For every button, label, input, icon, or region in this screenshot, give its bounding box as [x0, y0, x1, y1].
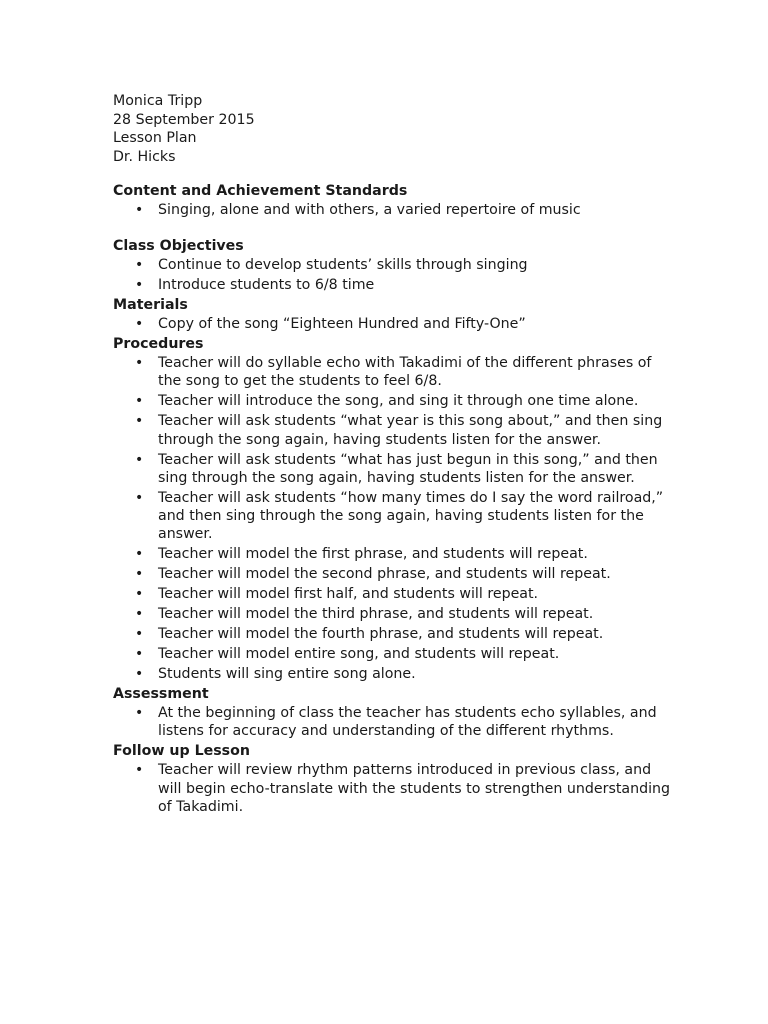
list-item: • Teacher will introduce the song, and sing it through one time alone.	[113, 392, 673, 410]
assessment-list	[113, 704, 673, 740]
list-item: • Teacher will review rhythm patterns introduced in previous class, and will begin echo-translate with the students to strengthen understanding of Takadimi.	[113, 761, 673, 816]
procedures-heading: Procedures	[113, 336, 204, 353]
list-item: • Teacher will ask students “what year is this song about,” and then sing through the song again, having students listen for the answer.	[113, 412, 673, 448]
instructor-name: Dr. Hicks	[113, 148, 176, 165]
list-item: • At the beginning of class the teacher has students echo syllables, and listens for accuracy and understanding of the different rhythms.	[113, 704, 673, 740]
document-header	[113, 92, 673, 166]
standards-list	[113, 201, 673, 219]
list-item: • Singing, alone and with others, a varied repertoire of music	[113, 201, 673, 219]
list-item: • Teacher will model first half, and students will repeat.	[113, 585, 673, 603]
list-item: • Teacher will do syllable echo with Takadimi of the different phrases of the song to get the students to feel 6/8.	[113, 354, 673, 390]
follow-up-heading: Follow up Lesson	[113, 743, 250, 760]
assessment-heading: Assessment	[113, 686, 209, 703]
document-date: 28 September 2015	[113, 111, 255, 128]
follow-up-list	[113, 761, 673, 816]
list-item: • Teacher will model the first phrase, and students will repeat.	[113, 545, 673, 563]
materials-list	[113, 315, 673, 333]
materials-heading: Materials	[113, 297, 188, 314]
list-item: • Students will sing entire song alone.	[113, 665, 673, 683]
document-type: Lesson Plan	[113, 130, 197, 146]
list-item: • Teacher will ask students “what has just begun in this song,” and then sing through the song again, having students listen for the answer.	[113, 451, 673, 487]
list-item: • Teacher will model the second phrase, and students will repeat.	[113, 565, 673, 583]
list-item: • Teacher will model entire song, and students will repeat.	[113, 645, 673, 663]
list-item: • Teacher will model the fourth phrase, and students will repeat.	[113, 625, 673, 643]
list-item: • Introduce students to 6/8 time	[113, 276, 673, 294]
standards-heading: Content and Achievement Standards	[113, 183, 408, 199]
list-item: • Continue to develop students’ skills through singing	[113, 256, 673, 274]
objectives-list	[113, 256, 673, 294]
objectives-heading: Class Objectives	[113, 238, 244, 255]
author-name: Monica Tripp	[113, 93, 203, 109]
list-item: • Teacher will ask students “how many times do I say the word railroad,” and then sing through the song again, having students listen for the answer.	[113, 489, 673, 544]
document-page	[113, 92, 673, 818]
list-item: • Teacher will model the third phrase, and students will repeat.	[113, 605, 673, 623]
procedures-list	[113, 354, 673, 683]
list-item: • Copy of the song “Eighteen Hundred and Fifty-One”	[113, 315, 673, 333]
